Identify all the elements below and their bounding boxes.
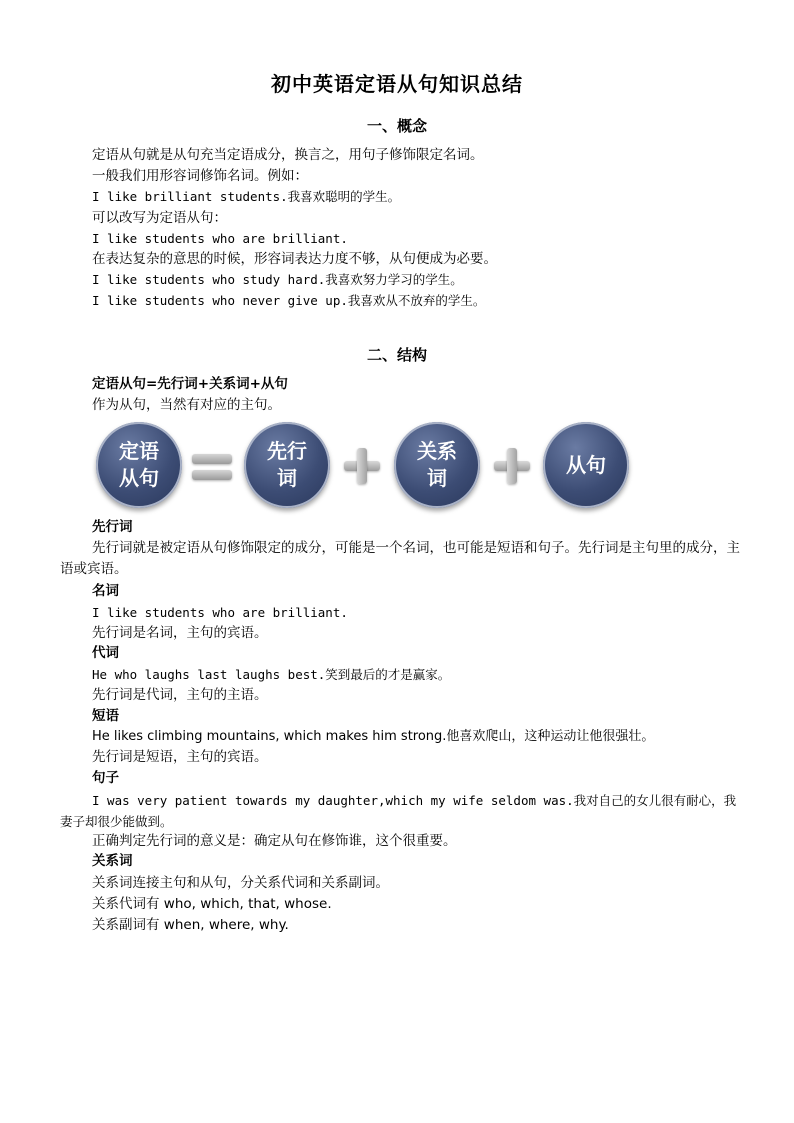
significance-note: 正确判定先行词的意义是：确定从句在修饰谁，这个很重要。: [92, 833, 457, 849]
section-heading-structure: 二、结构: [366, 346, 427, 364]
sentence-example: I was very patient towards my daughter,which my wife seldom was.我对自己的女儿很有耐心，我妻子却很少能做到。: [60, 793, 737, 829]
antecedent-paragraph: 先行词就是被定语从句修饰限定的成分，可能是一个名词，也可能是短语和句子。先行词是主句里的成分，主语或宾语。: [60, 540, 740, 577]
concept-line-3: 可以改写为定语从句：: [92, 210, 227, 226]
circle-label: 从句: [566, 452, 606, 477]
pronoun-heading: 代词: [92, 645, 119, 661]
circle-label: 定语 从句: [119, 439, 159, 490]
section-heading-concept: 一、概念: [366, 117, 427, 135]
noun-example: I like students who are brilliant.: [92, 605, 348, 620]
structure-formula: 定语从句=先行词+关系词+从句: [92, 376, 288, 392]
relative-word-line-2: 关系代词有 who, which, that, whose.: [92, 896, 332, 912]
phrase-note: 先行词是短语，主句的宾语。: [92, 749, 268, 765]
relative-word-heading: 关系词: [92, 853, 133, 869]
plus-icon: [492, 448, 532, 484]
relative-word-line-1: 关系词连接主句和从句，分关系代词和关系副词。: [92, 875, 389, 891]
relative-word-line-3: 关系副词有 when, where, why.: [92, 917, 289, 933]
concept-example-2: I like students who are brilliant.: [92, 231, 348, 246]
sentence-heading: 句子: [92, 770, 119, 786]
circle-attributive-clause: [96, 422, 182, 508]
concept-example-3: I like students who study hard.我喜欢努力学习的学生。: [92, 272, 463, 287]
circle-antecedent: [244, 422, 330, 508]
plus-icon: [342, 448, 382, 484]
concept-line-2: 一般我们用形容词修饰名词。例如：: [92, 168, 308, 184]
concept-example-4: I like students who never give up.我喜欢从不放弃的学生。: [92, 293, 486, 308]
concept-example-1: I like brilliant students.我喜欢聪明的学生。: [92, 189, 401, 204]
structure-intro: 作为从句，当然有对应的主句。: [92, 397, 281, 413]
noun-heading: 名词: [92, 583, 119, 599]
concept-line-4: 在表达复杂的意思的时候，形容词表达力度不够，从句便成为必要。: [92, 251, 497, 267]
document-title: 初中英语定语从句知识总结: [271, 72, 523, 96]
concept-line-1: 定语从句就是从句充当定语成分，换言之，用句子修饰限定名词。: [92, 147, 484, 163]
circle-clause: [543, 422, 629, 508]
phrase-example: He likes climbing mountains, which makes him strong.他喜欢爬山，这种运动让他很强壮。: [92, 729, 655, 744]
noun-note: 先行词是名词，主句的宾语。: [92, 625, 268, 641]
pronoun-note: 先行词是代词，主句的主语。: [92, 687, 268, 703]
phrase-heading: 短语: [92, 708, 119, 724]
circle-relative-word: [394, 422, 480, 508]
circle-label: 关系 词: [417, 439, 457, 490]
equals-icon: [192, 448, 232, 484]
structure-diagram: [92, 422, 652, 512]
pronoun-example: He who laughs last laughs best.笑到最后的才是赢家。: [92, 667, 451, 682]
antecedent-heading: 先行词: [92, 519, 133, 535]
circle-label: 先行 词: [267, 439, 307, 490]
